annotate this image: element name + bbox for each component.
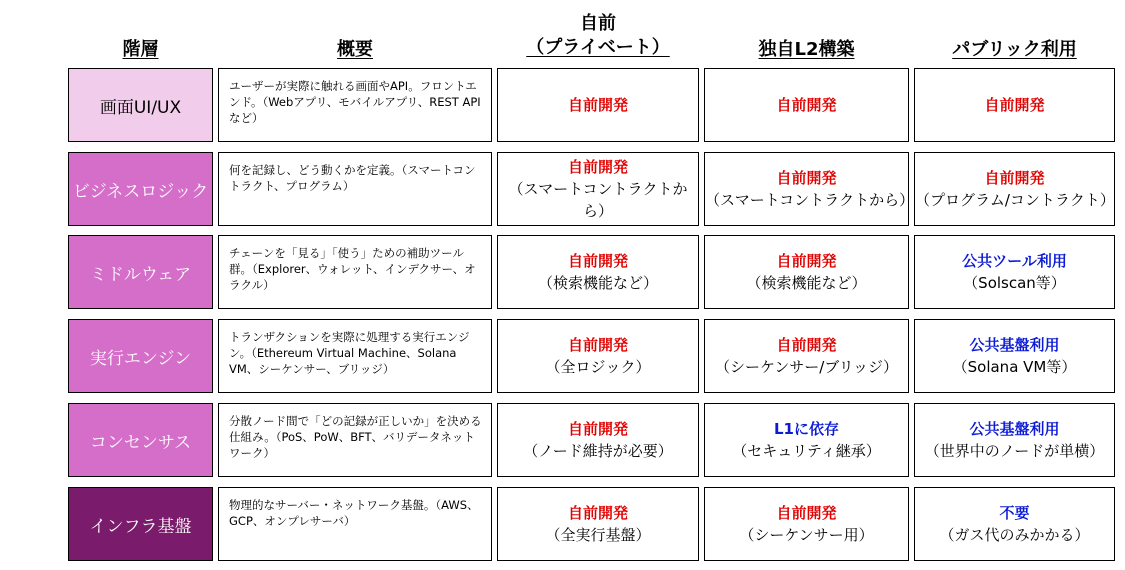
value-sub: （ガス代のみかかる） bbox=[939, 526, 1090, 544]
desc-cell-middleware: チェーンを「見る」「使う」ための補助ツール群。（Explorer、ウォレット、インデクサー、オラクル） bbox=[218, 235, 492, 309]
l2-cell-consensus bbox=[704, 403, 909, 477]
value-sub: （シーケンサー/ブリッジ） bbox=[714, 358, 899, 376]
desc-cell-logic: 何を記録し、どう動くかを定義。（スマートコントラクト、プログラム） bbox=[218, 152, 492, 226]
layer-label: ビジネスロジック bbox=[72, 181, 209, 202]
public-cell-engine bbox=[914, 319, 1115, 393]
layer-label: コンセンサス bbox=[89, 432, 192, 453]
desc-cell-infra: 物理的なサーバー・ネットワーク基盤。（AWS、GCP、オンプレサーバ） bbox=[218, 487, 492, 561]
value-main: 不要 bbox=[999, 504, 1030, 522]
value-main: 公共ツール利用 bbox=[962, 252, 1067, 270]
value-main: 自前開発 bbox=[567, 504, 628, 522]
header-overview: 概要 bbox=[337, 39, 373, 60]
self-cell-ui bbox=[497, 68, 699, 142]
l2-cell-engine bbox=[704, 319, 909, 393]
layer-cell-logic bbox=[68, 152, 213, 226]
value-sub: （Solscan等） bbox=[963, 274, 1066, 292]
public-cell-middleware bbox=[914, 235, 1115, 309]
self-cell-infra bbox=[497, 487, 699, 561]
layer-cell-infra bbox=[68, 487, 213, 561]
value-main: 自前開発 bbox=[567, 420, 628, 438]
public-cell-infra bbox=[914, 487, 1115, 561]
l2-cell-middleware bbox=[704, 235, 909, 309]
public-cell-consensus bbox=[914, 403, 1115, 477]
layer-label: インフラ基盤 bbox=[89, 516, 192, 537]
value-main: 自前開発 bbox=[567, 336, 628, 354]
value-sub: （シーケンサー用） bbox=[739, 526, 874, 544]
self-cell-middleware bbox=[497, 235, 699, 309]
value-sub: （ノード維持が必要） bbox=[523, 442, 673, 460]
layer-cell-engine bbox=[68, 319, 213, 393]
value-main: 自前開発 bbox=[567, 158, 628, 176]
value-sub: （全ロジック） bbox=[545, 358, 651, 376]
l2-cell-logic bbox=[704, 152, 915, 226]
value-sub: （検索機能など） bbox=[746, 274, 867, 292]
header-l2: 独自L2構築 bbox=[758, 39, 855, 60]
layer-label: 実行エンジン bbox=[89, 348, 192, 369]
value-sub: （世界中のノードが単横） bbox=[924, 442, 1105, 460]
value-main: 自前開発 bbox=[776, 336, 837, 354]
self-cell-consensus bbox=[497, 403, 699, 477]
header-self-line1: 自前 bbox=[580, 13, 616, 34]
l2-cell-infra bbox=[704, 487, 909, 561]
value-main: 公共基盤利用 bbox=[969, 336, 1060, 354]
header-layer: 階層 bbox=[122, 39, 159, 60]
layer-cell-middleware bbox=[68, 235, 213, 309]
desc-cell-consensus: 分散ノード間で「どの記録が正しいか」を決める仕組み。（PoS、PoW、BFT、バリデータネットワーク） bbox=[218, 403, 492, 477]
value-sub: （全実行基盤） bbox=[545, 526, 651, 544]
layer-label: ミドルウェア bbox=[89, 264, 192, 285]
desc-cell-ui: ユーザーが実際に触れる画面やAPI。フロントエンド。（Webアプリ、モバイルアプリ、REST APIなど） bbox=[218, 68, 492, 142]
value-main: 自前開発 bbox=[776, 96, 837, 114]
public-cell-ui bbox=[914, 68, 1115, 142]
value-sub: （セキュリティ継承） bbox=[732, 442, 881, 460]
header-self bbox=[497, 12, 699, 60]
header-self-line2: （プライベート） bbox=[526, 37, 670, 58]
value-sub: （スマートコントラクトから） bbox=[508, 180, 688, 220]
layer-label: 画面UI/UX bbox=[99, 97, 182, 118]
value-sub: （Solana VM等） bbox=[952, 358, 1077, 376]
layer-cell-consensus bbox=[68, 403, 213, 477]
header-public: パブリック利用 bbox=[952, 39, 1077, 60]
l2-cell-ui bbox=[704, 68, 909, 142]
self-cell-engine bbox=[497, 319, 699, 393]
value-sub: （スマートコントラクトから） bbox=[705, 191, 915, 209]
value-main: 自前開発 bbox=[776, 169, 837, 187]
value-main: 自前開発 bbox=[776, 504, 837, 522]
value-main: 自前開発 bbox=[567, 96, 628, 114]
public-cell-logic bbox=[914, 152, 1115, 226]
layer-cell-ui bbox=[68, 68, 213, 142]
desc-cell-engine: トランザクションを実際に処理する実行エンジン。（Ethereum Virtual Machine、Solana VM、シーケンサー、ブリッジ） bbox=[218, 319, 492, 393]
value-main: 自前開発 bbox=[984, 169, 1045, 187]
value-main: 自前開発 bbox=[776, 252, 837, 270]
value-main: 自前開発 bbox=[567, 252, 628, 270]
value-main: 自前開発 bbox=[984, 96, 1045, 114]
value-sub: （検索機能など） bbox=[537, 274, 658, 292]
value-main: L1に依存 bbox=[774, 420, 839, 438]
self-cell-logic bbox=[497, 152, 699, 226]
value-main: 公共基盤利用 bbox=[969, 420, 1060, 438]
value-sub: （プログラム/コントラクト） bbox=[915, 191, 1115, 209]
